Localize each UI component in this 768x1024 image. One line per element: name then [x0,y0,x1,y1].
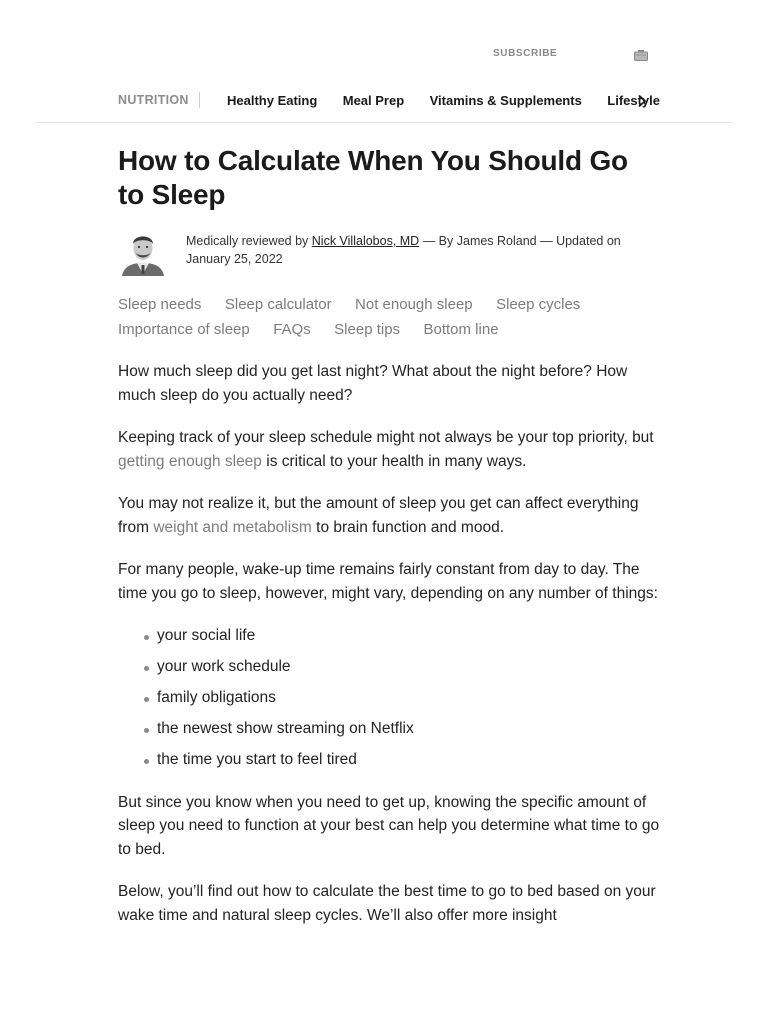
author-and-date: — By James Roland — Updated on January 25, 2022 [186,234,621,266]
list-item [118,655,663,679]
camera-icon[interactable] [634,49,648,61]
list-item-text: your work schedule [157,658,291,675]
link-weight-and-metabolism[interactable]: weight and metabolism [153,518,312,536]
nav-item-vitamins-supplements[interactable]: Vitamins & Supplements [429,93,582,108]
jump-link-importance-of-sleep[interactable]: Importance of sleep [118,321,250,338]
jump-link-faqs[interactable]: FAQs [273,321,311,338]
paragraph-text: You may not realize it, but the amount of sleep you get can affect everything from [118,495,639,536]
paragraph: Below, you’ll find out how to calculate the best time to go to bed based on your wake time and natural sleep cycles. We’ll also offer more insight [118,883,656,924]
list-item-text: your social life [157,627,256,644]
list-item-text: the newest show streaming on Netflix [157,720,414,737]
nav-section-label[interactable]: NUTRITION [118,93,189,107]
jump-links-row [118,319,658,344]
paragraph: How much sleep did you get last night? What about the night before? How much sleep do you actually need? [118,363,628,404]
chevron-right-icon[interactable] [636,94,648,108]
list-item-text: the time you start to feel tired [157,751,357,768]
nav-divider-rule [36,122,732,123]
nav-divider [199,92,200,108]
article-title: How to Calculate When You Should Go to Sleep [118,145,628,210]
paragraph-text: is critical to your health in many ways. [261,452,527,470]
jump-link-sleep-calculator[interactable]: Sleep calculator [224,296,332,313]
paragraph: For many people, wake-up time remains fairly constant from day to day. The time you go to sleep, however, might vary, depending on any number of things: [118,561,658,602]
nav-item-meal-prep[interactable]: Meal Prep [342,93,405,108]
bullet-list [118,624,663,772]
bullet-dot [144,697,149,702]
jump-link-sleep-cycles[interactable]: Sleep cycles [496,296,581,313]
bullet-dot [144,728,149,733]
link-getting-enough-sleep[interactable]: getting enough sleep [118,452,262,470]
jump-link-sleep-needs[interactable]: Sleep needs [118,296,202,313]
paragraph: But since you know when you need to get up, knowing the specific amount of sleep you need to function at your best can help you determine what time to go to bed. [118,793,660,858]
reviewer-link[interactable]: Nick Villalobos, MD [311,234,420,248]
bullet-dot [144,759,149,764]
top-bar [0,48,768,64]
paragraph [118,492,663,539]
paragraph-text: to brain function and mood. [311,518,504,536]
byline [186,232,656,268]
article-body [118,360,663,946]
jump-link-not-enough-sleep[interactable]: Not enough sleep [355,296,473,313]
jump-links [118,294,658,344]
nav-item-lifestyle[interactable]: Lifestyle [607,93,661,108]
list-item [118,717,663,741]
list-item [118,624,663,648]
list-item [118,686,663,710]
list-item [118,748,663,772]
list-item-text: family obligations [157,689,276,706]
reviewed-by-prefix: Medically reviewed by [186,234,309,248]
category-nav [0,90,768,112]
bullet-dot [144,666,149,671]
jump-link-bottom-line[interactable]: Bottom line [423,321,499,338]
paragraph [118,426,663,473]
jump-links-row [118,294,658,319]
nav-items [227,90,661,112]
reviewer-avatar[interactable] [118,228,168,276]
subscribe-link[interactable]: SUBSCRIBE [493,48,558,59]
nav-item-healthy-eating[interactable]: Healthy Eating [227,93,318,108]
paragraph-text: Keeping track of your sleep schedule might not always be your top priority, but [118,429,654,446]
bullet-dot [144,635,149,640]
jump-link-sleep-tips[interactable]: Sleep tips [334,321,401,338]
